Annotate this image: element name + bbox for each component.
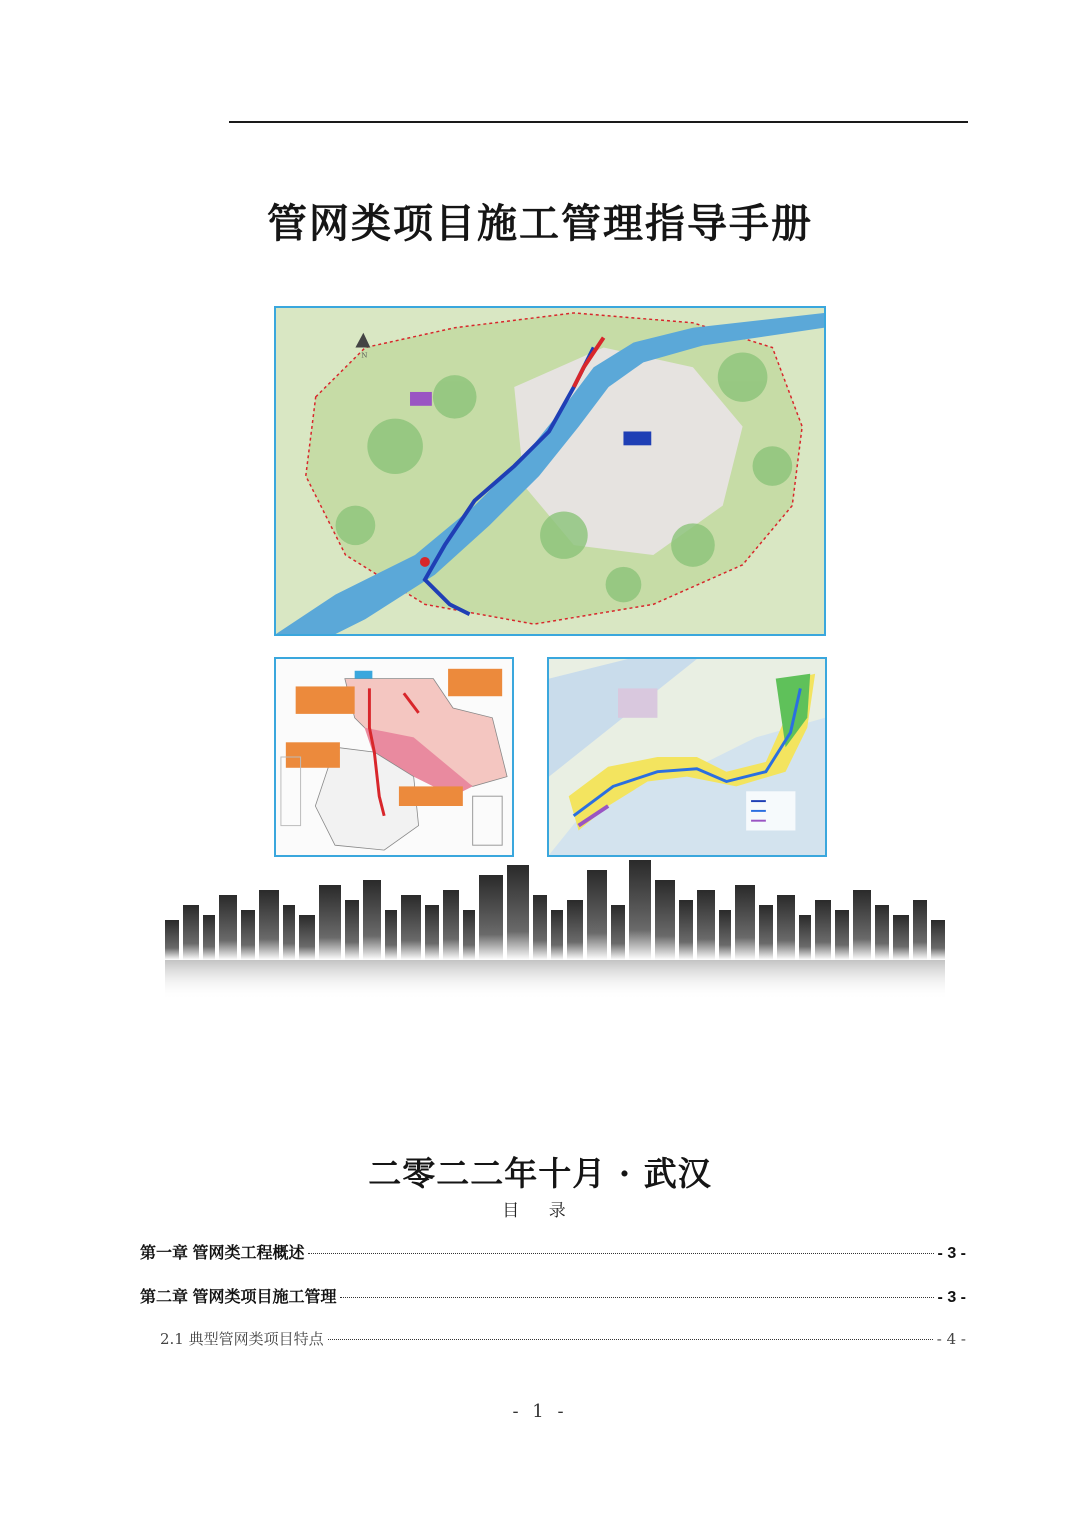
toc-entry-page: - 3 - <box>937 1245 966 1262</box>
toc-entry-label: 第一章 管网类工程概述 <box>140 1245 305 1262</box>
header-rule <box>229 121 968 123</box>
toc-entry[interactable] <box>140 1284 966 1307</box>
toc-entry[interactable] <box>140 1328 966 1349</box>
toc-heading: 目 录 <box>502 1201 578 1221</box>
city-skyline-illustration <box>165 860 945 1000</box>
toc-entry-label: 第二章 管网类项目施工管理 <box>140 1289 337 1306</box>
toc-leader-dots <box>328 1339 933 1340</box>
river-corridor-map <box>547 657 827 857</box>
toc-entry-page: - 4 - <box>936 1330 966 1348</box>
toc-entry[interactable] <box>140 1240 966 1263</box>
toc-leader-dots <box>308 1253 933 1254</box>
district-map <box>274 657 514 857</box>
page-number: - 1 - <box>512 1401 568 1422</box>
svg-text:N: N <box>361 351 368 360</box>
toc-leader-dots <box>340 1297 933 1298</box>
document-title: 管网类项目施工管理指导手册 <box>267 200 813 247</box>
toc-entry-page: - 3 - <box>937 1289 966 1306</box>
toc-entry-label: 2.1 典型管网类项目特点 <box>160 1330 324 1348</box>
date-location: 二零二二年十月 · 武汉 <box>368 1154 712 1193</box>
main-route-map <box>274 306 826 636</box>
